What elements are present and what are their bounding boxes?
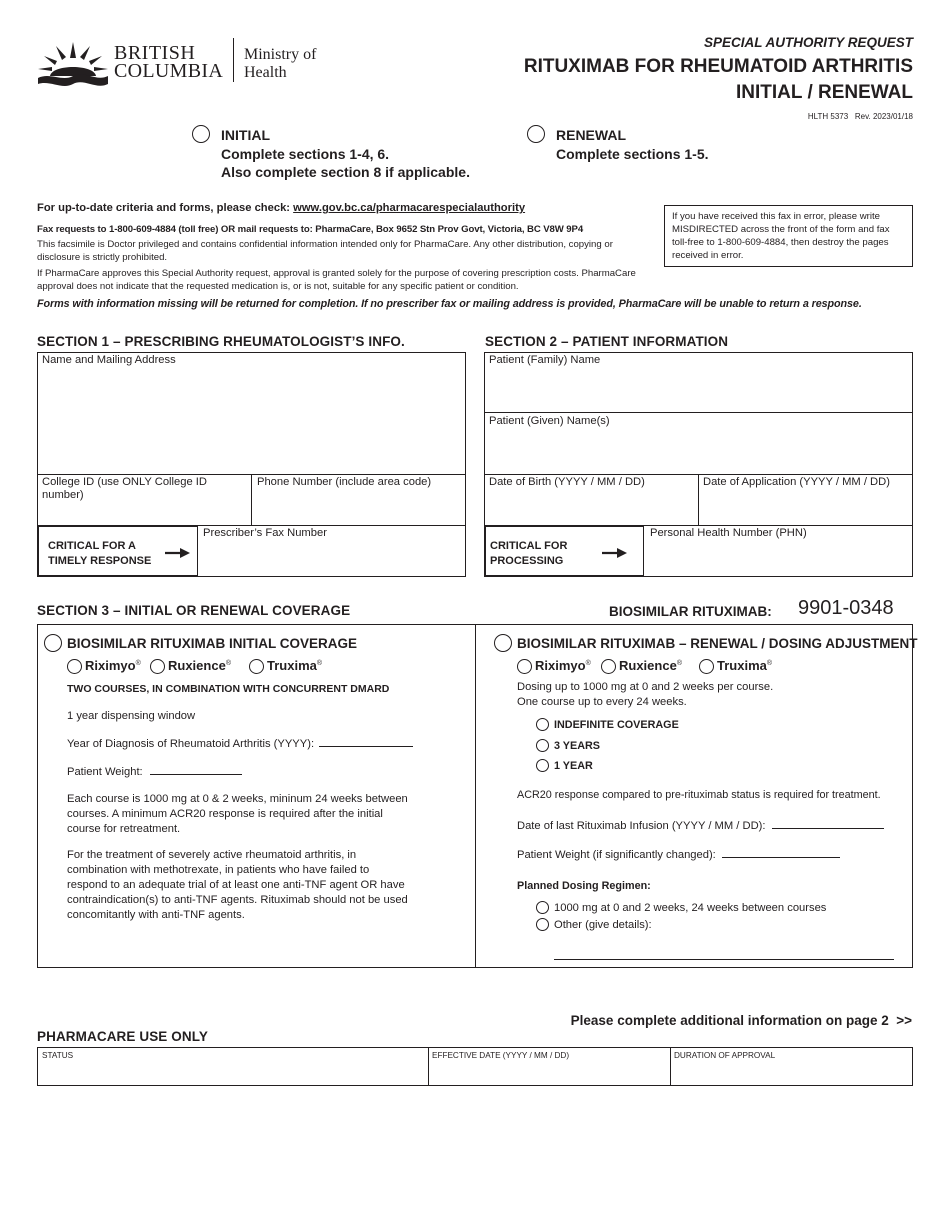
family-name-field[interactable] xyxy=(484,352,913,412)
form-kicker: SPECIAL AUTHORITY REQUEST xyxy=(703,35,913,50)
biosimilar-code: 9901-0348 xyxy=(798,597,894,619)
renewal-line1: Complete sections 1-5. xyxy=(556,146,709,162)
renewal-label: RENEWAL xyxy=(556,127,626,143)
fax-instructions: Fax requests to 1-800-609-4884 (toll free) OR mail requests to: PharmaCare, Box 9652 Stn Prov Govt, Victoria, BC V8W 9P4 xyxy=(37,224,584,235)
course-text: Each course is 1000 mg at 0 & 2 weeks, mininum 24 weeks between courses. A minimum ACR20 response is required after the initial course for retreatment. xyxy=(67,793,408,835)
brand-radio[interactable] xyxy=(150,659,165,674)
other-details-line[interactable] xyxy=(554,959,894,960)
criteria-text: For the treatment of severely active rheumatoid arthritis, in combination with methotrexate, in patients who have failed to respond to an adequate trial of at least one anti-TNF agent OR have contraindication(s) to anti-TNF agents. Rituximab should not be used concomitantly with anti-TNF agents. xyxy=(67,849,408,921)
patient-weight-line[interactable] xyxy=(150,765,242,775)
section2-title: SECTION 2 – PATIENT INFORMATION xyxy=(485,334,729,349)
last-infusion-label: Date of last Rituximab Infusion (YYYY / MM / DD): xyxy=(517,820,766,832)
phn-label: Personal Health Number (PHN) xyxy=(650,527,807,539)
phone-field[interactable] xyxy=(252,475,465,525)
name-address-label: Name and Mailing Address xyxy=(42,354,176,366)
biosimilar-label: BIOSIMILAR RITUXIMAB: xyxy=(609,604,772,619)
patient-weight-label: Patient Weight: xyxy=(67,766,143,778)
renewal-coverage-radio[interactable] xyxy=(494,634,512,652)
family-name-label: Patient (Family) Name xyxy=(489,354,601,366)
duration-radio[interactable] xyxy=(536,759,549,772)
year-diagnosis-line[interactable] xyxy=(319,737,413,747)
criteria-line xyxy=(37,202,525,214)
regimen-label: 1000 mg at 0 and 2 weeks, 24 weeks between courses xyxy=(554,902,827,914)
last-infusion-field[interactable] xyxy=(517,819,907,833)
initial-option[interactable] xyxy=(192,124,492,184)
misdirected-box xyxy=(664,205,913,267)
college-id-label: College ID (use ONLY College ID number) xyxy=(42,476,207,501)
reg-mark: ® xyxy=(585,660,591,667)
renewal-dosing-line1: Dosing up to 1000 mg at 0 and 2 weeks per course. xyxy=(517,681,774,693)
duration-label: 1 YEAR xyxy=(554,760,593,772)
given-names-field[interactable] xyxy=(484,413,913,474)
arrow-right-icon xyxy=(602,547,628,559)
prescriber-fax-label: Prescriber’s Fax Number xyxy=(203,527,327,539)
regimen-label: Other (give details): xyxy=(554,919,652,931)
brand-radio[interactable] xyxy=(601,659,616,674)
regimen-standard[interactable] xyxy=(536,900,886,916)
brand-radio[interactable] xyxy=(699,659,714,674)
critical-processing-box xyxy=(485,526,644,576)
name-address-field[interactable] xyxy=(37,352,466,474)
reg-mark: ® xyxy=(135,660,141,667)
effective-date-label: EFFECTIVE DATE (YYYY / MM / DD) xyxy=(432,1051,570,1060)
initial-line1: Complete sections 1-4, 6. xyxy=(221,146,390,162)
reg-mark: ® xyxy=(766,660,773,667)
status-label: STATUS xyxy=(42,1051,74,1060)
brand-name: Riximyo xyxy=(85,658,136,673)
initial-coverage-heading: BIOSIMILAR RITUXIMAB INITIAL COVERAGE xyxy=(67,636,358,651)
duration-indefinite[interactable] xyxy=(536,717,736,733)
logo-columbia: COLUMBIA xyxy=(114,60,224,82)
section3-title: SECTION 3 – INITIAL OR RENEWAL COVERAGE xyxy=(37,603,351,618)
dob-field[interactable] xyxy=(484,475,698,525)
year-diagnosis-field[interactable] xyxy=(67,737,447,751)
regimen-other[interactable] xyxy=(536,917,886,933)
privacy-notice: This facsimile is Doctor privileged and contains confidential information intended only for PharmaCare. Any other distribution, copying or disclosure is strictly prohibited. xyxy=(37,239,613,263)
reg-mark: ® xyxy=(225,660,231,667)
brand-radio[interactable] xyxy=(67,659,82,674)
criteria-prefix: For up-to-date criteria and forms, please check: xyxy=(37,202,294,214)
criteria-link[interactable]: www.gov.bc.ca/pharmacarespecialauthority xyxy=(293,202,526,214)
critical-response-line2: TIMELY RESPONSE xyxy=(48,555,152,567)
brand-name: Riximyo xyxy=(535,658,586,673)
duration-label: 3 YEARS xyxy=(554,740,601,752)
brand-name: Ruxience xyxy=(168,658,226,673)
form-code: HLTH 5373 Rev. 2023/01/18 xyxy=(807,112,913,121)
weight-changed-label: Patient Weight (if significantly changed): xyxy=(517,849,716,861)
dob-label: Date of Birth (YYYY / MM / DD) xyxy=(489,476,645,488)
duration-radio[interactable] xyxy=(536,718,549,731)
sun-wave-logo-icon xyxy=(36,36,110,86)
brand-name: Truxima xyxy=(267,658,317,673)
section1-title: SECTION 1 – PRESCRIBING RHEUMATOLOGIST’S INFO. xyxy=(37,334,405,349)
initial-radio[interactable] xyxy=(192,125,210,143)
regimen-radio[interactable] xyxy=(536,901,549,914)
critical-processing-line1: CRITICAL FOR xyxy=(490,540,568,552)
weight-changed-line[interactable] xyxy=(722,848,840,858)
duration-approval-label: DURATION OF APPROVAL xyxy=(674,1051,776,1060)
bc-logo xyxy=(36,36,336,86)
phone-label: Phone Number (include area code) xyxy=(257,476,432,488)
application-date-label: Date of Application (YYYY / MM / DD) xyxy=(703,476,890,488)
critical-response-box xyxy=(38,526,198,576)
ministry-line2: Health xyxy=(244,64,287,81)
misdirected-text: If you have received this fax in error, please write MISDIRECTED across the front of the form and fax toll-free to 1-800-609-4884, then destroy the pages received in error. xyxy=(672,211,890,261)
critical-response-line1: CRITICAL FOR A xyxy=(48,540,136,552)
pharmacare-title: PHARMACARE USE ONLY xyxy=(37,1029,208,1044)
brand-radio[interactable] xyxy=(249,659,264,674)
missing-warning: Forms with information missing will be returned for completion. If no prescriber fax or mailing address is provided, PharmaCare will be unable to return a response. xyxy=(37,298,862,310)
duration-3-years[interactable] xyxy=(536,738,736,754)
renewal-dosing-line2: One course up to every 24 weeks. xyxy=(517,696,687,708)
duration-1-year[interactable] xyxy=(536,758,736,774)
logo-divider xyxy=(233,38,234,82)
form-title-line2: INITIAL / RENEWAL xyxy=(736,82,913,103)
initial-subheading: TWO COURSES, IN COMBINATION WITH CONCURRENT DMARD xyxy=(67,683,390,695)
year-diagnosis-label: Year of Diagnosis of Rheumatoid Arthritis (YYYY): xyxy=(67,738,315,750)
brand-name: Truxima xyxy=(717,658,767,673)
patient-weight-field[interactable] xyxy=(67,765,367,779)
weight-changed-field[interactable] xyxy=(517,848,907,862)
application-date-field[interactable] xyxy=(699,475,912,525)
renewal-radio[interactable] xyxy=(527,125,545,143)
form-title-line1: RITUXIMAB FOR RHEUMATOID ARTHRITIS xyxy=(523,56,913,77)
arrow-right-icon xyxy=(165,547,191,559)
renewal-coverage-option[interactable] xyxy=(494,633,918,655)
logo-british: BRITISH xyxy=(114,42,196,64)
renewal-option[interactable] xyxy=(527,124,777,164)
section3-divider xyxy=(475,624,476,968)
ministry-line1: Ministry of xyxy=(244,46,317,63)
initial-coverage-radio[interactable] xyxy=(44,634,62,652)
reg-mark: ® xyxy=(316,660,323,667)
given-names-label: Patient (Given) Name(s) xyxy=(489,415,610,427)
renewal-coverage-heading: BIOSIMILAR RITUXIMAB – RENEWAL / DOSING ADJUSTMENT xyxy=(517,636,918,651)
renewal-brand-row xyxy=(517,657,907,675)
initial-label: INITIAL xyxy=(221,127,270,143)
phn-field[interactable] xyxy=(645,526,912,576)
duration-label: INDEFINITE COVERAGE xyxy=(554,719,679,731)
acr20-note: ACR20 response compared to pre-rituximab status is required for treatment. xyxy=(517,789,881,801)
continue-note: Please complete additional information on page 2 >> xyxy=(570,1013,912,1028)
regimen-heading: Planned Dosing Regimen: xyxy=(517,880,651,892)
duration-approval-field[interactable] xyxy=(671,1048,912,1085)
reg-mark: ® xyxy=(676,660,682,667)
brand-radio[interactable] xyxy=(517,659,532,674)
status-field[interactable] xyxy=(38,1048,427,1085)
effective-date-field[interactable] xyxy=(429,1048,669,1085)
regimen-radio[interactable] xyxy=(536,918,549,931)
prescriber-fax-field[interactable] xyxy=(199,526,465,576)
initial-line2: Also complete section 8 if applicable. xyxy=(221,164,470,180)
brand-name: Ruxience xyxy=(619,658,677,673)
dispensing-window: 1 year dispensing window xyxy=(67,710,196,722)
initial-coverage-option[interactable] xyxy=(44,633,464,655)
critical-processing-line2: PROCESSING xyxy=(490,555,564,567)
duration-radio[interactable] xyxy=(536,739,549,752)
initial-brand-row xyxy=(67,657,457,675)
approval-notice: If PharmaCare approves this Special Authority request, approval is granted solely for the purpose of covering prescription costs. PharmaCare approval does not indicate that the requested medication is, or is not, suitable for any specific patient or condition. xyxy=(37,268,636,292)
college-id-field[interactable] xyxy=(37,475,251,525)
last-infusion-line[interactable] xyxy=(772,819,884,829)
